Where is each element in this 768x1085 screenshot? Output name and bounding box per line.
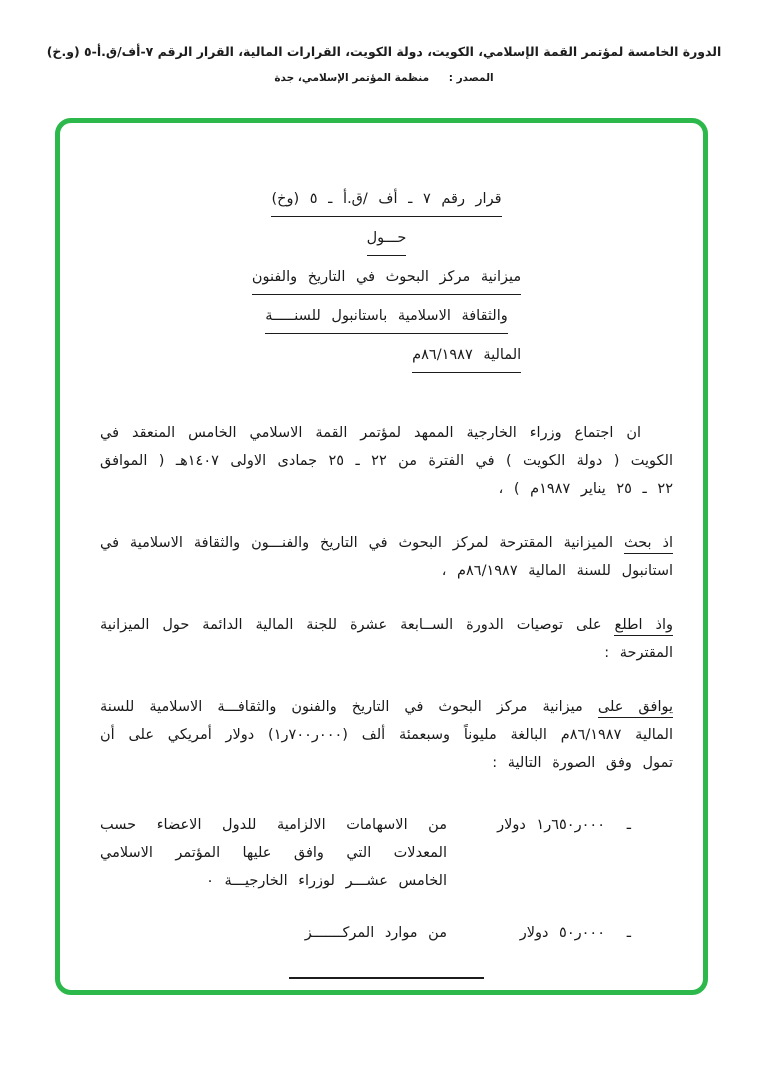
title-line-text: والثقافة الاسلامية باستانبول للسنـــــة: [265, 302, 508, 334]
title-line-text: حـــول: [367, 224, 407, 256]
paragraph-text: على توصيات الدورة الســابعة عشرة للجنة المالية الدائمة حول الميزانية المقترحة :: [100, 617, 673, 661]
title-line-text: المالية ٨٦/١٩٨٧م: [412, 341, 521, 373]
resolution-title-block: [252, 185, 521, 373]
funding-amount: ٠٠٠ر٥٠ دولار: [519, 925, 605, 941]
funding-description: من موارد المركـــــــز: [304, 925, 447, 941]
funding-description: من الاسهامات الالزامية للدول الاعضاء حسب المعدلات التي وافق عليها المؤتمر الاسلامي الخامس عشـــر لوزراء الخارجيـــة ٠: [100, 817, 447, 889]
item-dash: ـ: [626, 925, 631, 941]
funding-item: [100, 919, 631, 947]
resolution-title-line: [252, 185, 521, 217]
funding-amount: ٠٠٠ر٦٥٠ر١ دولار: [497, 817, 605, 833]
funding-list: [100, 811, 673, 947]
document-caption: الدورة الخامسة لمؤتمر القمة الإسلامي، الكويت، دولة الكويت، القرارات المالية، القرار الرقم ٧-أف/ق.أ-٥ (و.خ): [46, 44, 722, 59]
funding-item: [100, 811, 631, 895]
resolution-title-line: [252, 302, 521, 334]
resolution-paragraph: [100, 529, 673, 585]
item-dash: ـ: [626, 817, 631, 833]
scanned-document: [60, 123, 703, 979]
closing-rule: [289, 977, 484, 979]
resolution-paragraph: [100, 611, 673, 667]
source-line: [0, 72, 768, 84]
paragraph-lead: اذ بحث: [624, 535, 673, 554]
green-highlight-frame: [55, 118, 708, 995]
resolution-paragraph: [100, 419, 673, 503]
paragraph-text: ميزانية مركز البحوث في التاريخ والفنون والثقافـــة الاسلامية للسنة المالية ٨٦/١٩٨٧م البالغة مليوناً وسبعمئة ألف (٠٠٠ر٧٠٠ر١) دولار أمريكي على أن تمول وفق الصورة التالية :: [100, 699, 673, 771]
paragraph-lead: واذ اطلع: [614, 617, 673, 636]
title-line-text: ميزانية مركز البحوث في التاريخ والفنون: [252, 263, 521, 295]
source-label: المصدر :: [448, 72, 494, 84]
paragraph-text: الميزانية المقترحة لمركز البحوث في التاريخ والفنـــون والثقافة الاسلامية في استانبول للسنة المالية ٨٦/١٩٨٧م ،: [100, 535, 673, 579]
resolution-title-line: [252, 341, 521, 373]
resolution-title-line: [252, 263, 521, 295]
paragraph-lead: يوافق على: [598, 699, 673, 718]
title-line-text: قرار رقم ٧ ـ أف /ق.أ ـ ٥ (وخ): [271, 185, 501, 217]
resolution-paragraph: [100, 693, 673, 777]
resolution-title-line: [252, 224, 521, 256]
paragraph-text: ان اجتماع وزراء الخارجية الممهد لمؤتمر القمة الاسلامي الخامس المنعقد في الكويت ( دولة الكويت ) في الفترة من ٢٢ ـ ٢٥ جمادى الاولى ١٤٠٧هـ ( الموافق ٢٢ ـ ٢٥ يناير ١٩٨٧م ) ،: [100, 425, 674, 497]
page-header: [0, 0, 768, 84]
source-value: منظمة المؤتمر الإسلامي، جدة: [274, 72, 430, 84]
